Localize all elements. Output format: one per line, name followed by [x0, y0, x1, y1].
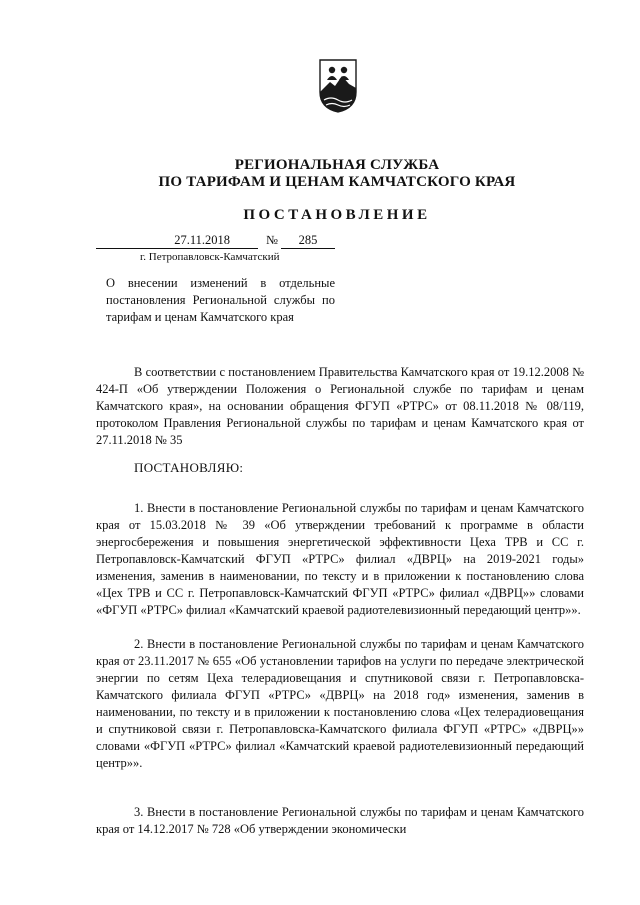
org-name-line1: РЕГИОНАЛЬНАЯ СЛУЖБА	[234, 157, 440, 173]
kamchatka-coat-of-arms-icon	[318, 58, 358, 114]
number-sign: №	[266, 233, 278, 247]
document-date: 27.11.2018	[96, 233, 258, 249]
org-name-line2: ПО ТАРИФАМ И ЦЕНАМ КАМЧАТСКОГО КРАЯ	[158, 174, 516, 190]
document-type-title: ПОСТАНОВЛЕНИЕ	[243, 207, 431, 223]
document-subject: О внесении изменений в отдельные постановления Региональной службы по тарифам и ценам Камчатского края	[106, 276, 335, 324]
clause-3: 3. Внести в постановление Региональной службы по тарифам и ценам Камчатского края от 14.12.2017 № 728 «Об утверждении экономически	[96, 805, 584, 836]
document-number: 285	[281, 233, 335, 249]
clause-1: 1. Внести в постановление Региональной службы по тарифам и ценам Камчатского края от 15.03.2018 № 39 «Об утверждении требований к программе в области энергосбережения и повышения энергетической эффективности Цеха ТРВ и СС г. Петропавловск-Камчатский ФГУП «РТРС» филиал «ДВРЦ» на 2019-2021 годы» изменения, заменив в наименовании, по тексту и в приложении к постановлению слова «Цех ТРВ и СС г. Петропавловск-Камчатский ФГУП «РТРС» филиал «ДВРЦ»» словами «ФГУП «РТРС» филиал «Камчатский краевой радиотелевизионный передающий центр»».	[96, 501, 584, 617]
clause-2: 2. Внести в постановление Региональной службы по тарифам и ценам Камчатского края от 23.11.2017 № 655 «Об установлении тарифов на услуги по передаче электрической энергии по сетям Цеха телерадиовещания и спутниковой связи г. Петропавловска-Камчатского филиала ФГУП «РТРС» «ДВРЦ» на 2018 год» изменения, заменив в наименовании, по тексту и в приложении к постановлению слова «Цех телерадиовещания и спутниковой связи г. Петропавловска-Камчатского филиала ФГУП «РТРС» «ДВРЦ»» словами «ФГУП «РТРС» филиал «Камчатский краевой радиотелевизионный передающий центр»».	[96, 637, 584, 770]
city-name: г. Петропавловск-Камчатский	[140, 251, 280, 263]
resolve-heading: ПОСТАНОВЛЯЮ:	[134, 460, 244, 475]
preamble-paragraph: В соответствии с постановлением Правительства Камчатского края от 19.12.2008 № 424-П «Об утверждении Положения о Региональной службе по тарифам и ценам Камчатского края», на основании обращения ФГУП «РТРС» от 08.11.2018 № 08/119, протоколом Правления Региональной службы по тарифам и ценам Камчатского края от 27.11.2018 № 35	[96, 365, 584, 447]
